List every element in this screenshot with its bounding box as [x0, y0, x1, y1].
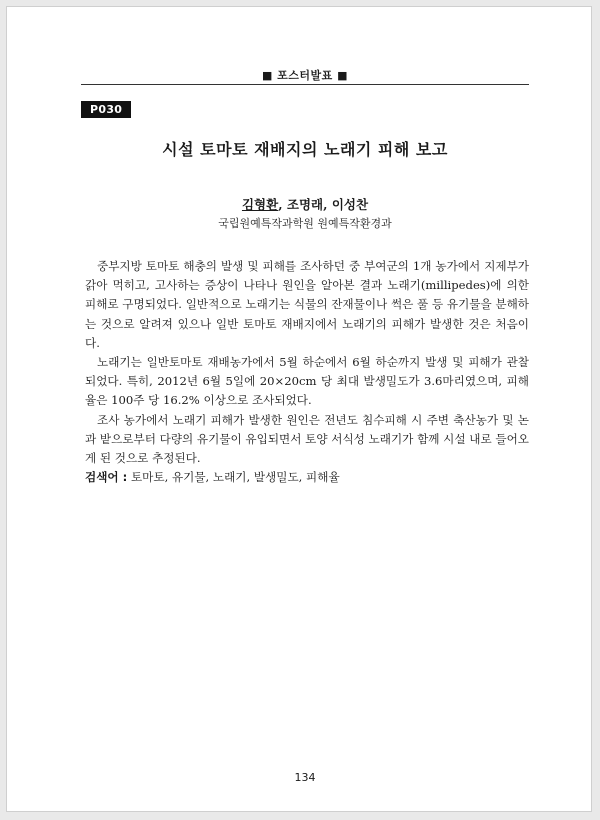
- poster-id-badge: P030: [81, 101, 131, 118]
- abstract: [85, 257, 529, 468]
- presenting-author: 김형환: [241, 197, 279, 212]
- page-number: 134: [294, 771, 316, 784]
- paper-title: 시설 토마토 재배지의 노래기 피해 보고: [162, 140, 448, 159]
- document-page: [6, 6, 592, 812]
- section-header: ■ 포스터발표 ■: [261, 69, 349, 82]
- header-rule: [81, 84, 529, 85]
- author-list: [81, 195, 529, 213]
- abstract-paragraph: 중부지방 토마토 해충의 발생 및 피해를 조사하던 중 부여군의 1개 농가에서 지제부가 갉아 먹히고, 고사하는 증상이 나타나 원인을 알아본 결과 노래기(millipedes)에 의한 피해로 구명되었다. 일반적으로 노래기는 식물의 잔재물이나 썩은 풀 등 유기물을 분해하는 것으로 알려져 있으나 일반 토마토 재배지에서 노래기의 피해가 발생한 것은 처음이다.: [85, 259, 529, 350]
- keywords-label: 검색어 :: [85, 470, 128, 484]
- keywords: [85, 469, 529, 485]
- keywords-terms: 토마토, 유기물, 노래기, 발생밀도, 피해율: [130, 470, 340, 484]
- abstract-paragraph: 조사 농가에서 노래기 피해가 발생한 원인은 전년도 침수피해 시 주변 축산농가 및 논과 밭으로부터 다량의 유기물이 유입되면서 토양 서식성 노래기가 함께 시설 내로 들어오게 된 것으로 추정된다.: [85, 412, 529, 466]
- affiliation: 국립원예특작과학원 원예특작환경과: [218, 217, 392, 230]
- co-authors: , 조명래, 이성찬: [278, 197, 369, 212]
- abstract-paragraph: 노래기는 일반토마토 재배농가에서 5월 하순에서 6월 하순까지 발생 및 피해가 관찰되었다. 특히, 2012년 6월 5일에 20×20cm 당 최대 발생밀도가 3.6마리였으며, 피해율은 100주 당 16.2% 이상으로 조사되었다.: [85, 355, 529, 408]
